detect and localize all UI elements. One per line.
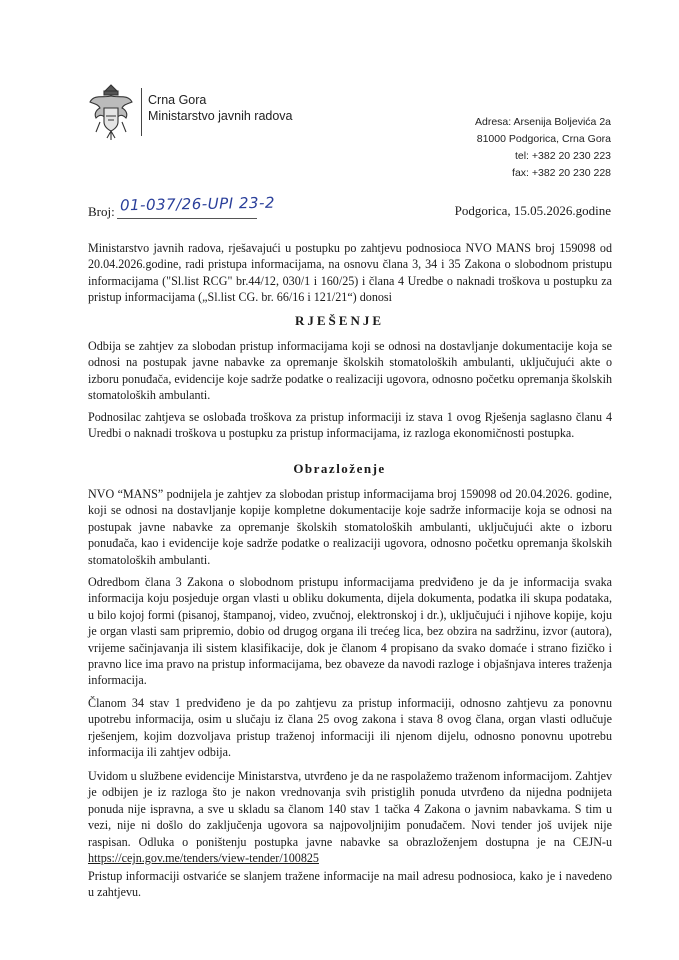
ministry-name: Ministarstvo javnih radova <box>148 109 293 123</box>
reference-number-label: Broj: <box>88 204 115 219</box>
address-block <box>475 114 611 182</box>
address-tel: tel: +382 20 230 223 <box>514 150 611 162</box>
decision-paragraph-2: Podnosilac zahtjeva se oslobađa troškova za pristup informaciji iz stava 1 ovog Rješenja saglasno članu 4 Uredbi o naknadi troškova u postupku za pristup informacijama, iz razloga ekonomičnosti postupka. <box>88 410 612 441</box>
address-street: Adresa: Arsenija Boljevića 2a <box>475 116 611 128</box>
address-city: 81000 Podgorica, Crna Gora <box>476 133 611 145</box>
address-fax: fax: +382 20 230 228 <box>512 167 611 179</box>
header-divider <box>141 88 142 136</box>
coat-of-arms-icon <box>86 82 136 146</box>
decision-title: RJEŠENJE <box>294 313 385 328</box>
reference-number-handwritten: 01-037/26-UPI 23-2 <box>119 193 276 215</box>
reference-number-underline <box>117 218 257 219</box>
reasoning-paragraph-2: Odredbom člana 3 Zakona o slobodnom pristupu informacijama predviđeno je da je informacija svaka informacija koju posjeduje organ vlasti u obliku dokumenta, dijela dokumenta, podatka ili skupa podataka, u bilo kojoj formi (pisanoj, štampanoj, video, zvučnoj, elektronskoj i dr.), uključujući i njihove kopije, koju je organ vlasti sam pripremio, dobio od drugog organa ili trećeg lica, bez obzira na sadržinu, izvor (autora), vrijeme sačinjavanja ili sistem klasifikacije, dok je članom 4 propisano da svako domaće i strano fizičko i pravno lice ima pravo na pristup informacijama, bez obaveze da navodi razloge i objašnjava interes traženja informacija. <box>88 575 612 688</box>
decision-paragraph-1: Odbija se zahtjev za slobodan pristup informacijama koji se odnosi na dostavljanje dokumentacije koja se odnosi na postupak javne nabavke za opremanje školskih stomatoloških ambulanti, uključujući akte o izboru ponuđača, evidencije koje sadrže podatke o realizaciji ugovora, odnosno početku opremanja školskih stomatoloških ambulanti. <box>88 339 612 403</box>
country-name: Crna Gora <box>148 93 207 107</box>
reasoning-title: Obrazloženje <box>293 461 386 476</box>
ministry-name-block <box>148 92 293 124</box>
reasoning-paragraph-4 <box>88 768 612 866</box>
reasoning-paragraph-4-text: Uvidom u službene evidencije Ministarstva, utvrđeno je da ne raspolažemo traženom informacijom. Zahtjev je odbijen je iz razloga što je nakon vrednovanja svih pristiglih ponuda utvrđeno da nijedna podnijeta ponuda nije ispravna, a sve u skladu sa članom 140 stav 1 tačka 4 Zakona o javnim nabavkama. S tim u vezi, nije ni došlo do zaključenja ugovora sa najpovoljnijim ponuđačem. Novi tender još uvijek nije raspisan. Odluka o poništenju postupka javne nabavke sa obrazloženjem dostupna je na CEJN-u <box>88 769 612 849</box>
intro-paragraph: Ministarstvo javnih radova, rješavajući u postupku po zahtjevu podnosioca NVO MANS broj 159098 od 20.04.2026.godine, radi pristupa informacijama, na osnovu člana 3, 34 i 35 Zakona o slobodnom pristupu informacijama ("Sl.list RCG" br.44/12, 030/1 i 160/25) i člana 4 Uredbe o naknadi troškova u postupku za pristup informacijama („Sl.list CG. br. 66/16 i 121/21“) donosi <box>88 241 612 305</box>
reasoning-paragraph-3: Članom 34 stav 1 predviđeno je da po zahtjevu za pristup informaciji, odnosno zahtjevu za ponovnu upotrebu informacija, osim u slučaju iz člana 25 ovog zakona i stava 8 ovog člana, organ vlasti odlučuje rješenjem, kojim dozvoljava pristup traženoj informaciji ili njenom dijelu, odnosno ponovnu upotrebu informacija ili zahtjev odbija. <box>88 696 612 760</box>
cejn-tender-link[interactable]: https://cejn.gov.me/tenders/view-tender/100825 <box>88 851 319 866</box>
reasoning-paragraph-1: NVO “MANS” podnijela je zahtjev za slobodan pristup informacijama broj 159098 od 20.04.2026. godine, koji se odnosi na dostavljanje kopije kompletne dokumentacije koje sadrže informacije koja se odnosi na postupak javne nabavke za opremanje školskih stomatoloških ambulanti, uključujući akte o izboru ponuđača, kao i evidencije koje sadrže podatke o realizaciji ugovora, odnosno početku opremanja školskih stomatoloških ambulanti. <box>88 487 612 567</box>
reasoning-paragraph-5: Pristup informaciji ostvariće se slanjem tražene informacije na mail adresu podnosioca, kako je i navedeno u zahtjevu. <box>88 869 612 900</box>
place-and-date: Podgorica, 15.05.2026.godine <box>454 203 611 218</box>
